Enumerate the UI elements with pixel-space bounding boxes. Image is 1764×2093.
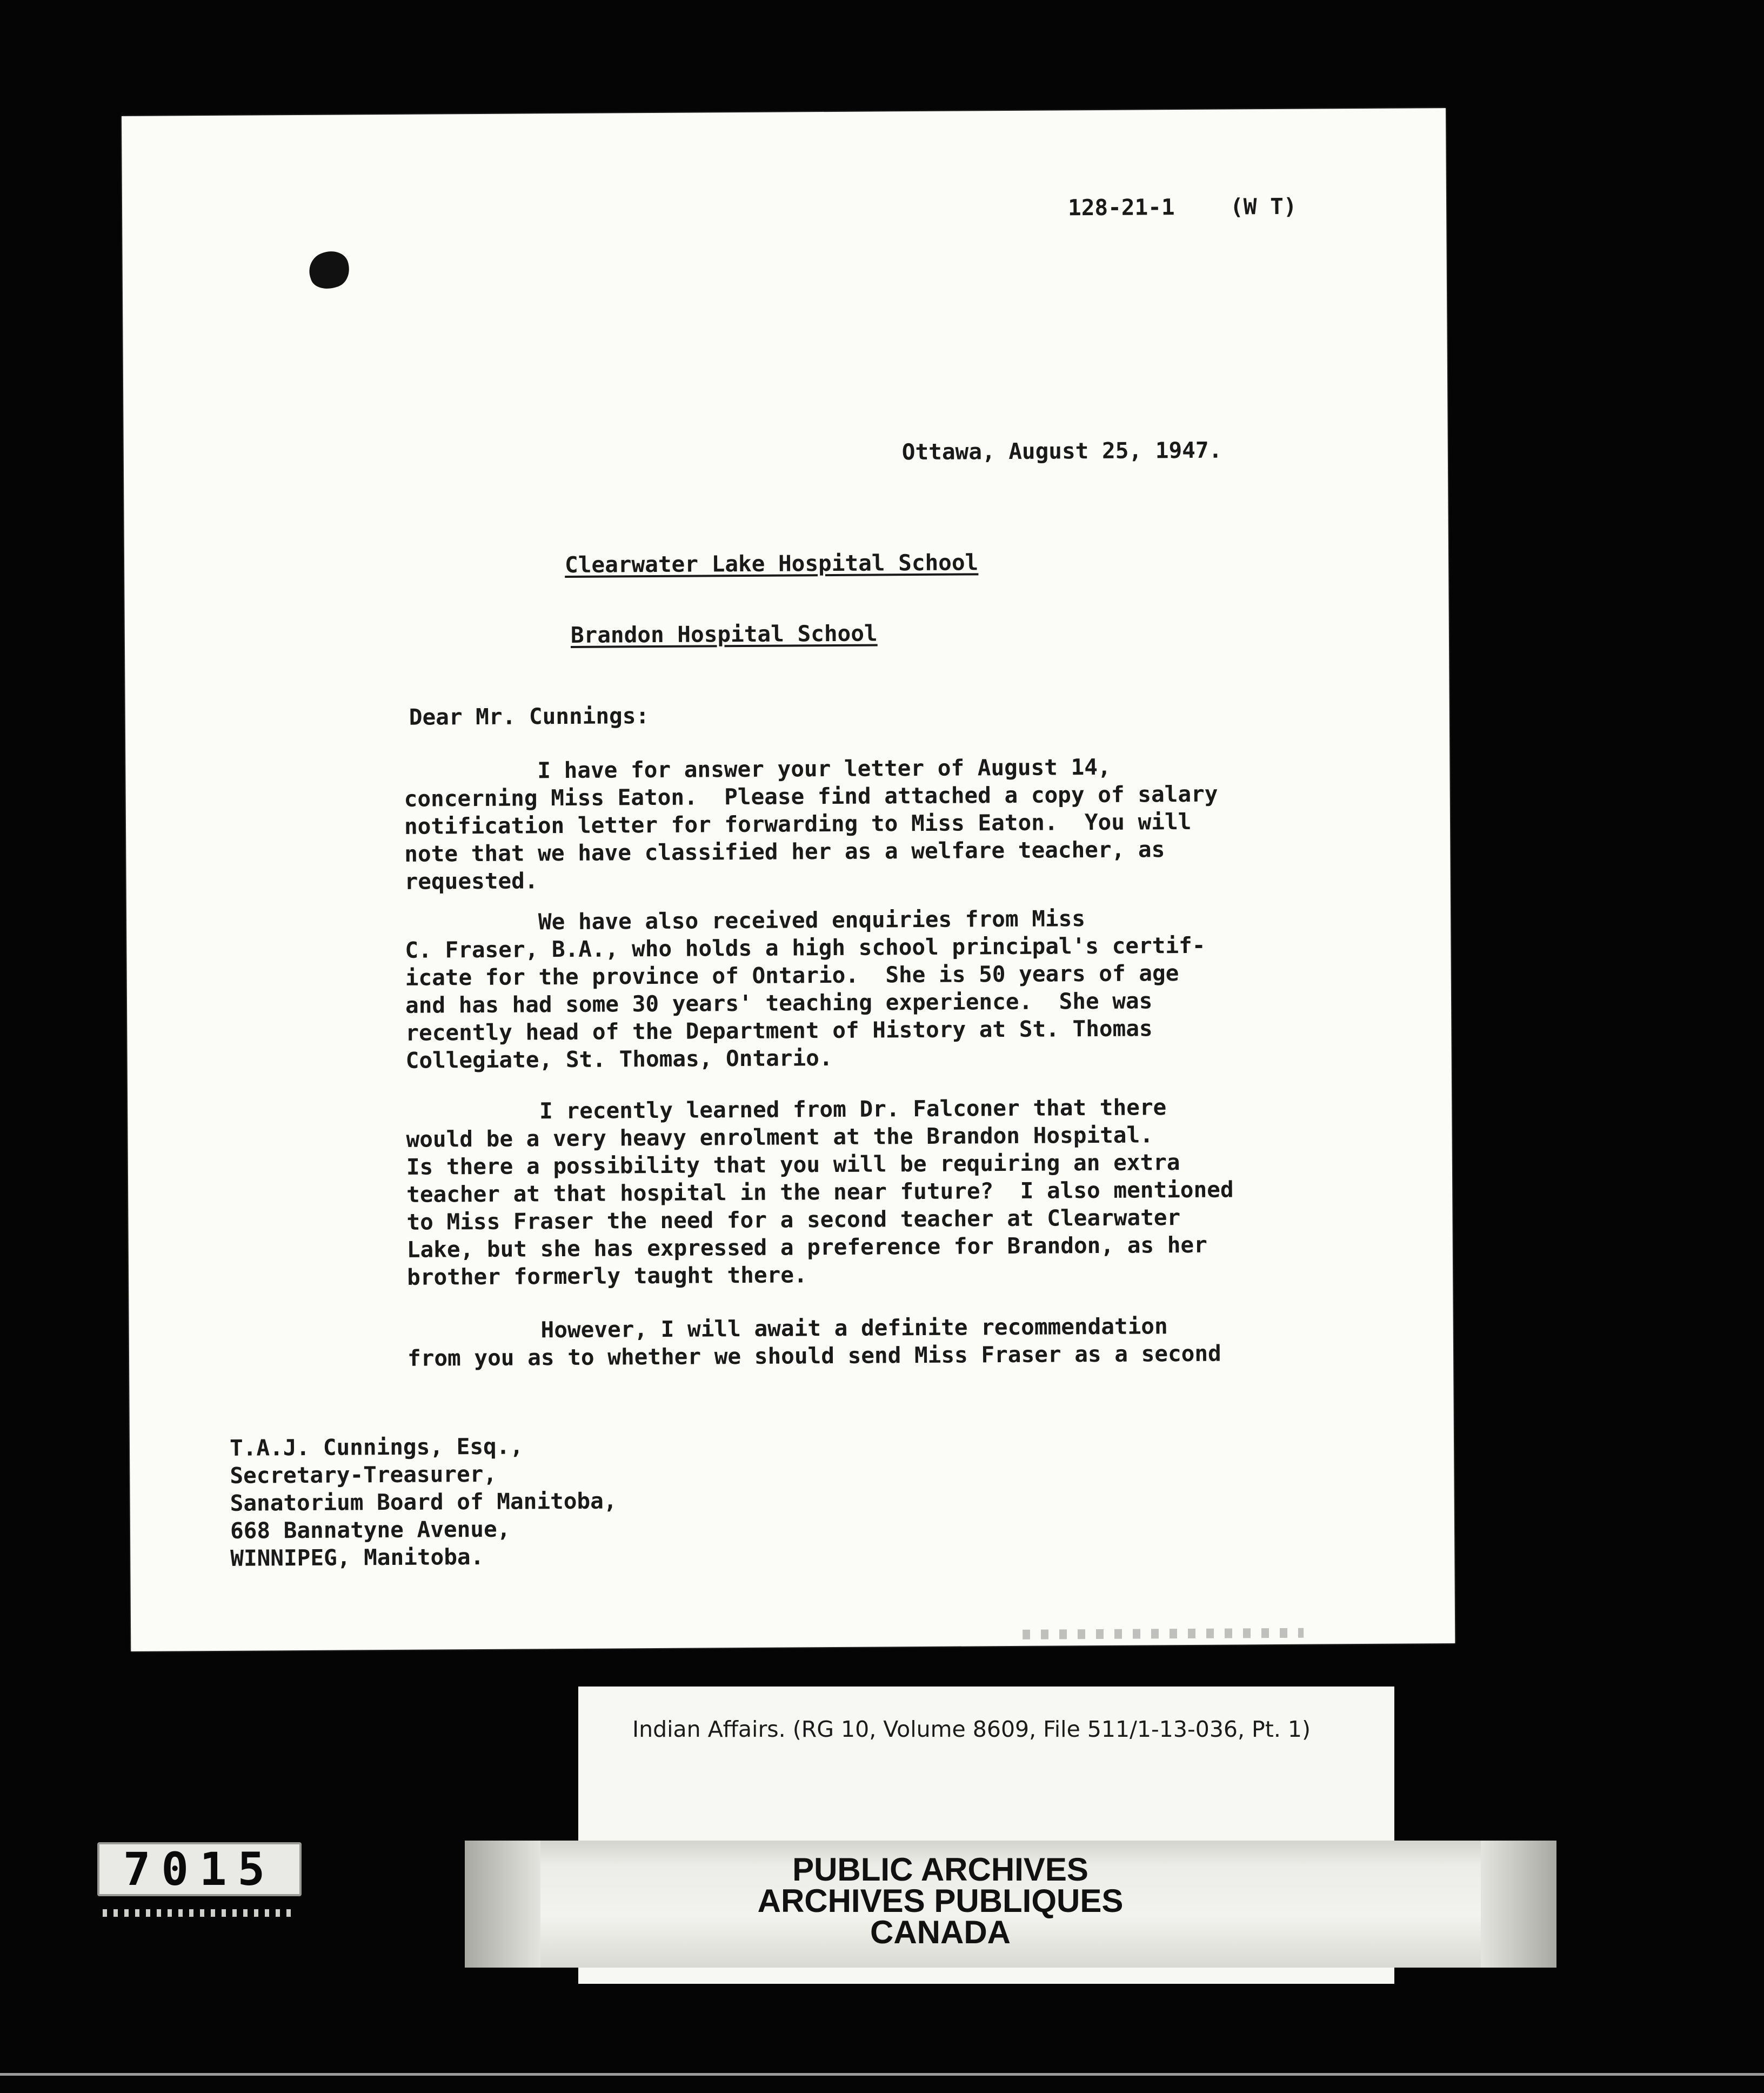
- heading-brandon: Brandon Hospital School: [570, 620, 878, 648]
- frame-counter: 7015: [97, 1842, 302, 1896]
- archive-label-line-3: CANADA: [870, 1914, 1011, 1950]
- address-line: 668 Bannatyne Avenue,: [230, 1516, 511, 1544]
- file-suffix: (W T): [1230, 193, 1297, 220]
- film-edge: [0, 2073, 1764, 2076]
- archive-reference-text: Indian Affairs. (RG 10, Volume 8609, File 511/1-13-036, Pt. 1): [632, 1716, 1311, 1742]
- archive-label-line-1: PUBLIC ARCHIVES: [792, 1851, 1088, 1888]
- paragraph-4: However, I will await a definite recommendation from you as to whether we should send Miss Fraser as a second: [407, 1313, 1221, 1371]
- ink-blot: [304, 246, 355, 294]
- address-line: Secretary-Treasurer,: [230, 1461, 497, 1489]
- archive-label: [600, 1851, 1281, 1950]
- heading-clearwater: Clearwater Lake Hospital School: [564, 549, 979, 578]
- recipient-address: [230, 1432, 617, 1572]
- paragraph-3: I recently learned from Dr. Falconer that there would be a very heavy enrolment at the Brandon Hospital. Is there a possibility that you will be requiring an extra teacher at that hospital in the near future? I also mentioned to Miss Fraser the need for a second teacher at Clearwater Lake, but she has expressed a preference for Brandon, as her brother formerly taught there.: [406, 1094, 1234, 1290]
- frame-counter-ticks: [103, 1909, 297, 1917]
- salutation: Dear Mr. Cunnings:: [409, 703, 650, 730]
- letter-sheet: [122, 108, 1455, 1651]
- paragraph-2: We have also received enquiries from Miss C. Fraser, B.A., who holds a high school principal's certif- icate for the province of Ontario. She is 50 years of age and has had some 30 years' teaching experience. She was recently head of the Department of History at St. Thomas Collegiate, St. Thomas, Ontario.: [404, 905, 1206, 1074]
- file-reference: 128-21-1: [1067, 194, 1175, 221]
- address-line: T.A.J. Cunnings, Esq.,: [229, 1433, 524, 1461]
- smudge-mark: [1023, 1628, 1304, 1639]
- address-line: Sanatorium Board of Manitoba,: [230, 1488, 617, 1516]
- paragraph-1: I have for answer your letter of August 14, concerning Miss Eaton. Please find attached a copy of salary notification letter for forwarding to Miss Eaton. You will note that we have classified her as a welfare teacher, as requested.: [404, 754, 1218, 895]
- letter-date: Ottawa, August 25, 1947.: [901, 437, 1222, 465]
- archive-label-line-2: ARCHIVES PUBLIQUES: [757, 1883, 1124, 1919]
- address-line: WINNIPEG, Manitoba.: [230, 1543, 484, 1571]
